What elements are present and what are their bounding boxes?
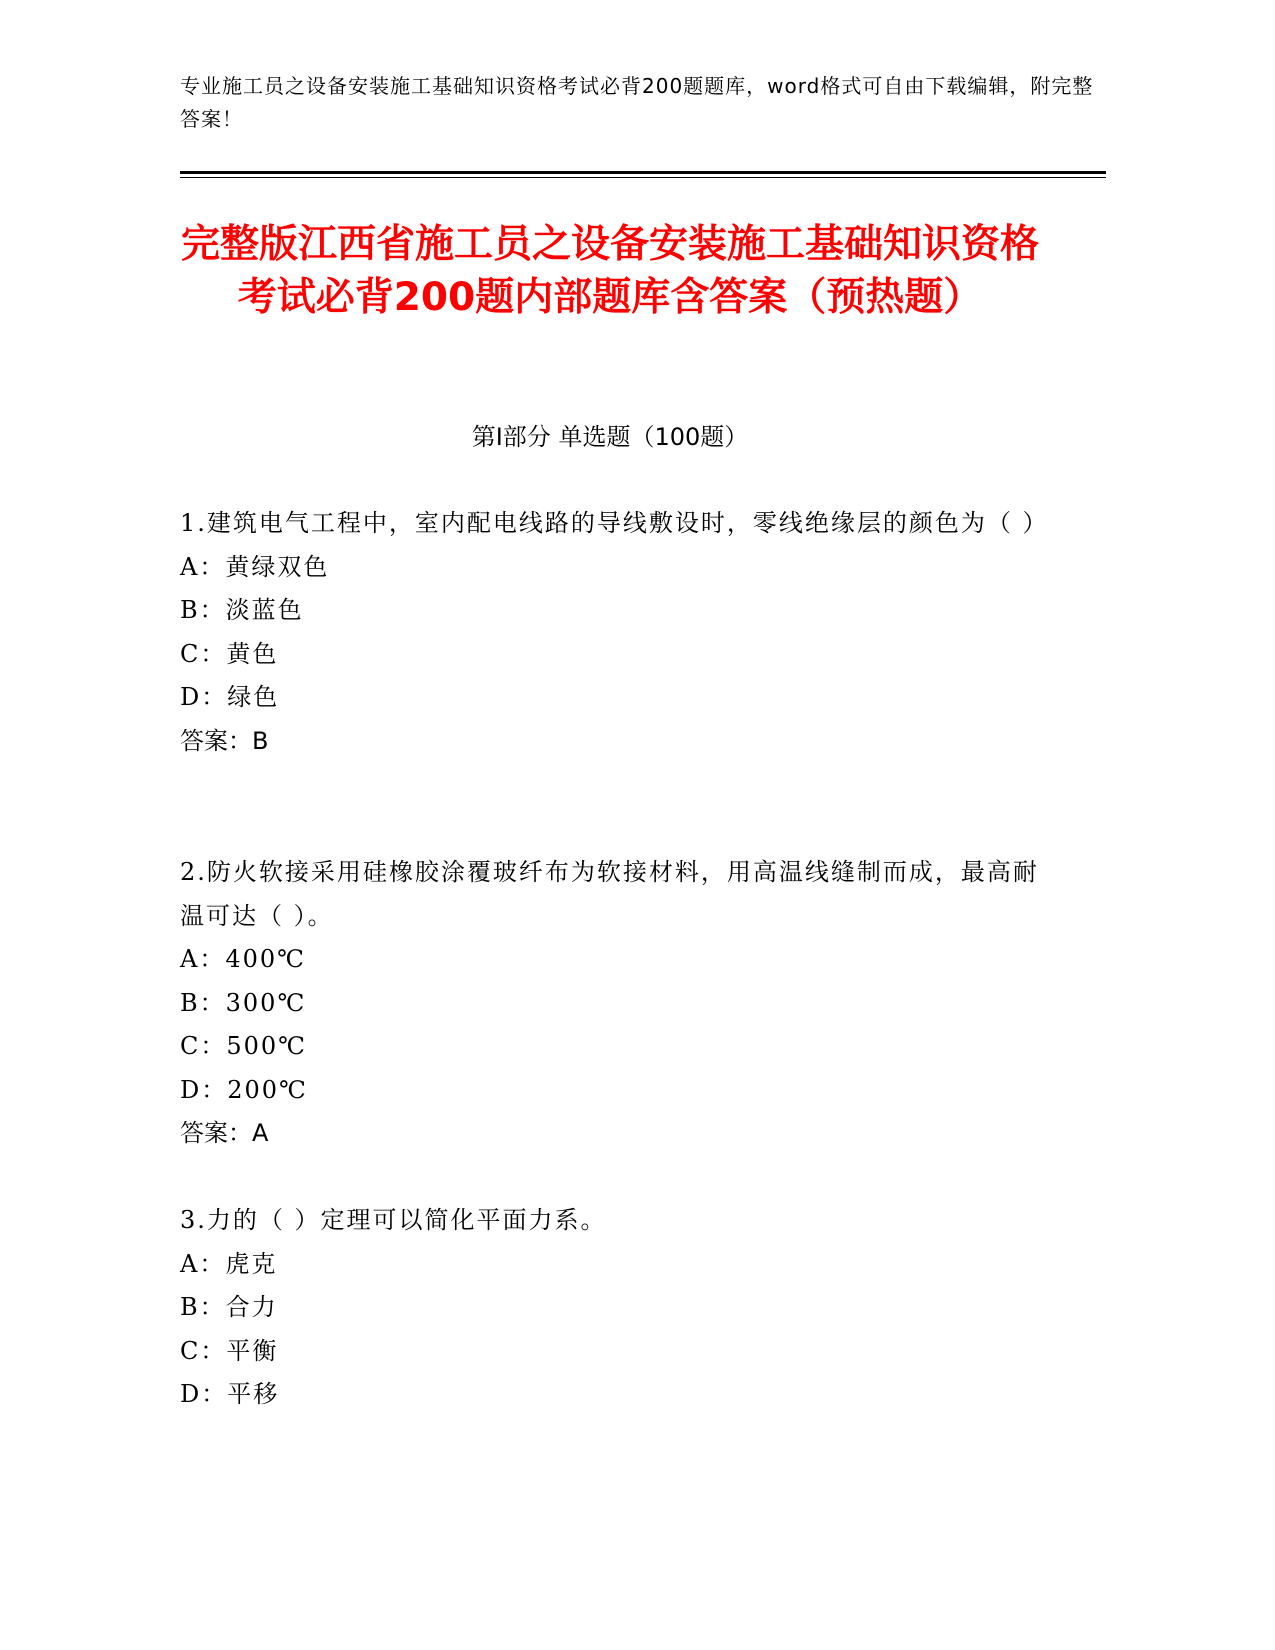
option-d: D：平移: [180, 1380, 280, 1408]
question-3: [180, 1199, 1040, 1417]
question-stem: 2.防火软接采用硅橡胶涂覆玻纤布为软接材料，用高温线缝制而成，最高耐温可达（ ）。: [180, 858, 1039, 930]
option-c: C：500℃: [180, 1032, 308, 1060]
question-2: [180, 851, 1040, 1156]
option-a: A：黄绿双色: [180, 552, 330, 581]
document-title: 完整版江西省施工员之设备安装施工基础知识资格考试必背200题内部题库含答案（预热题）: [180, 222, 1039, 320]
question-1: [180, 502, 1049, 763]
section-heading: 第I部分 单选题（100题）: [471, 423, 749, 451]
option-b: B：淡蓝色: [180, 596, 304, 624]
question-stem: 3.力的（ ）定理可以简化平面力系。: [180, 1206, 607, 1234]
answer: 答案：A: [180, 1119, 269, 1147]
option-c: C：平衡: [180, 1336, 279, 1365]
option-d: D：200℃: [180, 1075, 308, 1104]
option-c: C：黄色: [180, 639, 279, 668]
answer: 答案：B: [180, 726, 269, 755]
option-a: A：400℃: [180, 945, 306, 973]
option-d: D：绿色: [180, 683, 280, 711]
question-stem: 1.建筑电气工程中，室内配电线路的导线敷设时，零线绝缘层的颜色为（ ）: [180, 509, 1049, 537]
option-b: B：合力: [180, 1293, 278, 1321]
header-note: 专业施工员之设备安装施工基础知识资格考试必背200题题库，word格式可自由下载编辑，附完整答案！: [180, 74, 1094, 131]
header-rule-thick: [180, 171, 1106, 174]
option-a: A：虎克: [180, 1249, 278, 1278]
header-rule-thin: [180, 177, 1106, 178]
option-b: B：300℃: [180, 988, 307, 1017]
